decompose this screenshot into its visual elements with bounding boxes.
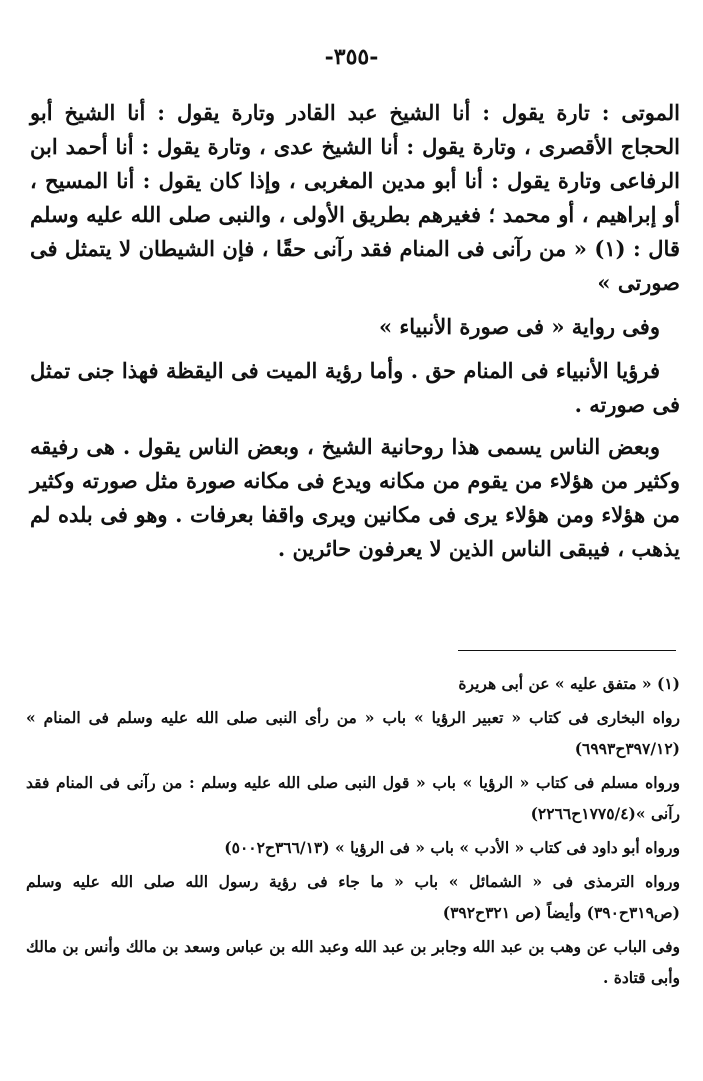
footnote-divider [458, 650, 676, 651]
page-number: -٣٥٥- [324, 44, 379, 70]
footnote-abu-dawud: ورواه أبو داود فى كتاب « الأدب » باب « فى الرؤيا » (٣٦٦/١٣ح٥٠٠٢) [224, 838, 680, 857]
paragraph-4: وبعض الناس يسمى هذا روحانية الشيخ ، وبعض الناس يقول . هى رفيقه وكثير من هؤلاء من يقوم من مكانه ويدع فى مكانه صورة مثل صورته وكثير من هؤلاء ومن هؤلاء يرى فى مكانين ويرى واقفا بعرفات . وهو فى بلده لم يذهب ، فيبقى الناس الذين لا يعرفون حائرين . [30, 434, 680, 561]
footnote-others: وفى الباب عن وهب بن عبد الله وجابر بن عبد الله وعبد الله بن عباس وسعد بن مالك وأنس بن مالك وأبى قتادة . [26, 937, 680, 987]
paragraph-1: الموتى : تارة يقول : أنا الشيخ عبد القادر وتارة يقول : أنا الشيخ أبو الحجاج الأقصرى ، وتارة يقول : أنا الشيخ عدى ، وتارة يقول : أنا أحمد ابن الرفاعى وتارة يقول : أنا أبو مدين المغربى ، وإذا كان يقول : أنا المسيح ، أو إبراهيم ، أو محمد ؛ فغيرهم بطريق الأولى ، والنبى صلى الله عليه وسلم قال : (١) « من رآنى فى المنام فقد رآنى حقًا ، فإن الشيطان لا يتمثل فى صورتى » [30, 100, 680, 295]
footnote-marker: (١) « متفق عليه » عن أبى هريرة [458, 674, 680, 693]
paragraph-2: وفى رواية « فى صورة الأنبياء » [379, 314, 660, 339]
footnote-bukhari: رواه البخارى فى كتاب « تعبير الرؤيا » باب « من رأى النبى صلى الله عليه وسلم فى المنام » (٣٩٧/١٢ح٦٩٩٣) [26, 708, 680, 758]
footnote-muslim: ورواه مسلم فى كتاب « الرؤيا » باب « قول النبى صلى الله عليه وسلم : من رآنى فى المنام فقد رآنى »(١٧٧٥/٤ح٢٢٦٦) [26, 773, 680, 823]
footnotes [26, 668, 680, 993]
paragraph-3: فرؤيا الأنبياء فى المنام حق . وأما رؤية الميت فى اليقظة فهذا جنى تمثل فى صورته . [30, 358, 680, 417]
footnote-tirmidhi: ورواه الترمذى فى « الشمائل » باب « ما جاء فى رؤية رسول الله صلى الله عليه وسلم (ص٣١٩ح٣٩٠) وأيضاً (ص ٣٢١ح٣٩٢) [26, 872, 680, 922]
main-text [30, 96, 680, 566]
